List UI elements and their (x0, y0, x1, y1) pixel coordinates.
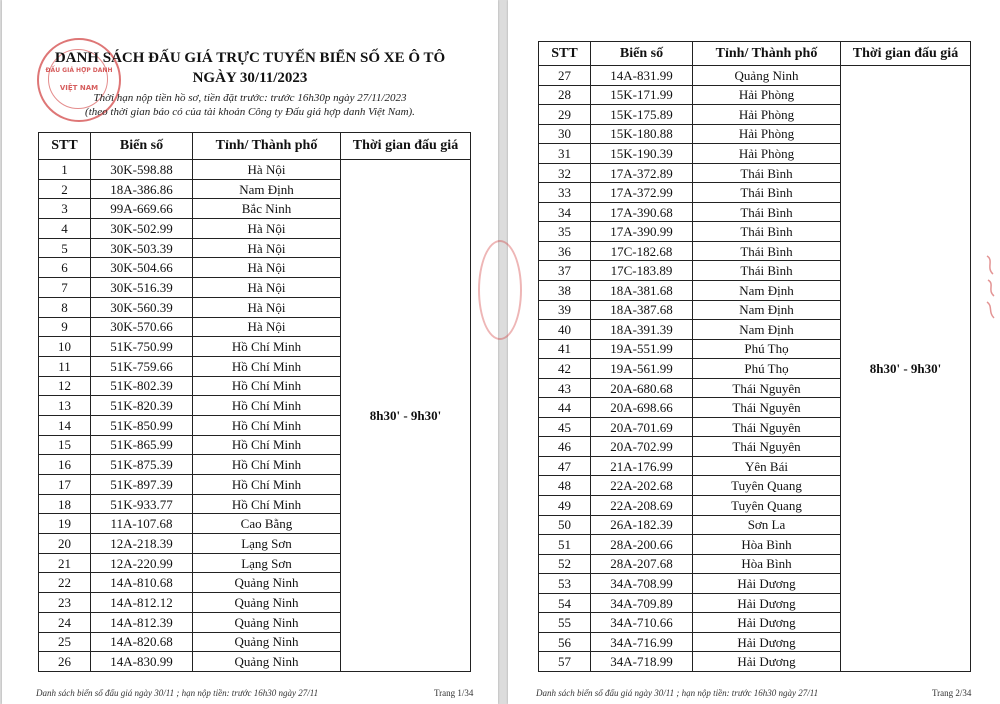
row-plate-number: 30K-504.66 (91, 258, 193, 278)
header-stt: STT (39, 133, 91, 160)
row-stt: 19 (39, 514, 91, 534)
row-plate-number: 30K-598.88 (91, 160, 193, 180)
row-plate-number: 51K-759.66 (91, 356, 193, 376)
row-plate-number: 34A-710.66 (591, 613, 693, 633)
row-plate-number: 51K-897.39 (91, 475, 193, 495)
header-stt: STT (539, 42, 591, 66)
document-page-2 (508, 0, 1000, 704)
row-stt: 13 (39, 396, 91, 416)
row-stt: 2 (39, 179, 91, 199)
row-stt: 14 (39, 415, 91, 435)
row-province: Thái Bình (693, 241, 841, 261)
row-stt: 23 (39, 593, 91, 613)
row-province: Hà Nội (193, 238, 341, 258)
row-province: Hà Nội (193, 297, 341, 317)
row-province: Hải Phòng (693, 85, 841, 105)
row-plate-number: 34A-708.99 (591, 574, 693, 594)
row-plate-number: 51K-865.99 (91, 435, 193, 455)
row-province: Thái Bình (693, 183, 841, 203)
row-stt: 29 (539, 105, 591, 125)
plate-list-table-page-2 (538, 41, 971, 672)
row-province: Quảng Ninh (193, 632, 341, 652)
row-stt: 45 (539, 417, 591, 437)
row-province: Thái Bình (693, 261, 841, 281)
row-plate-number: 18A-391.39 (591, 320, 693, 340)
row-stt: 41 (539, 339, 591, 359)
row-stt: 47 (539, 456, 591, 476)
header-auction-time: Thời gian đấu giá (341, 133, 471, 160)
header-province: Tỉnh/ Thành phố (693, 42, 841, 66)
row-stt: 21 (39, 553, 91, 573)
row-province: Quảng Ninh (193, 612, 341, 632)
row-province: Hà Nội (193, 160, 341, 180)
plate-list-table-page-1 (38, 132, 471, 672)
row-stt: 22 (39, 573, 91, 593)
row-stt: 8 (39, 297, 91, 317)
row-stt: 25 (39, 632, 91, 652)
row-province: Nam Định (193, 179, 341, 199)
row-stt: 28 (539, 85, 591, 105)
row-plate-number: 51K-875.39 (91, 455, 193, 475)
row-stt: 56 (539, 632, 591, 652)
table-row (539, 66, 971, 86)
page-number: Trang 1/34 (434, 688, 474, 698)
row-province: Hà Nội (193, 258, 341, 278)
row-province: Thái Nguyên (693, 417, 841, 437)
row-province: Hải Phòng (693, 105, 841, 125)
row-province: Thái Nguyên (693, 398, 841, 418)
document-title: DANH SÁCH ĐẤU GIÁ TRỰC TUYẾN BIỂN SỐ XE Ô TÔ (54, 50, 446, 66)
row-plate-number: 21A-176.99 (591, 456, 693, 476)
deposit-deadline-note: Thời hạn nộp tiền hồ sơ, tiền đặt trước: trước 16h30p ngày 27/11/2023 (93, 92, 407, 104)
row-stt: 15 (39, 435, 91, 455)
row-plate-number: 20A-701.69 (591, 417, 693, 437)
row-plate-number: 51K-933.77 (91, 494, 193, 514)
row-plate-number: 51K-850.99 (91, 415, 193, 435)
row-plate-number: 34A-718.99 (591, 652, 693, 672)
row-plate-number: 14A-812.39 (91, 612, 193, 632)
row-province: Phú Thọ (693, 359, 841, 379)
row-plate-number: 18A-387.68 (591, 300, 693, 320)
row-plate-number: 15K-175.89 (591, 105, 693, 125)
seal-text-top: ĐẤU GIÁ HỢP DANH (45, 67, 113, 74)
row-plate-number: 30K-502.99 (91, 219, 193, 239)
row-province: Hồ Chí Minh (193, 435, 341, 455)
deposit-deadline-note-detail: (theo thời gian báo có của tài khoản Công ty Đấu giá hợp danh Việt Nam). (85, 106, 415, 118)
document-date: NGÀY 30/11/2023 (192, 70, 308, 86)
row-stt: 36 (539, 241, 591, 261)
row-stt: 10 (39, 337, 91, 357)
row-plate-number: 14A-831.99 (591, 66, 693, 86)
auction-time-slot: 8h30' - 9h30' (841, 66, 971, 672)
row-plate-number: 17A-372.89 (591, 163, 693, 183)
row-province: Tuyên Quang (693, 476, 841, 496)
row-stt: 51 (539, 535, 591, 555)
row-plate-number: 17C-182.68 (591, 241, 693, 261)
row-plate-number: 22A-202.68 (591, 476, 693, 496)
row-plate-number: 26A-182.39 (591, 515, 693, 535)
row-province: Nam Định (693, 320, 841, 340)
row-province: Quảng Ninh (693, 66, 841, 86)
row-plate-number: 14A-812.12 (91, 593, 193, 613)
row-province: Thái Nguyên (693, 378, 841, 398)
row-plate-number: 15K-171.99 (591, 85, 693, 105)
row-province: Nam Định (693, 281, 841, 301)
row-province: Quảng Ninh (193, 573, 341, 593)
row-plate-number: 14A-820.68 (91, 632, 193, 652)
row-plate-number: 28A-200.66 (591, 535, 693, 555)
row-plate-number: 11A-107.68 (91, 514, 193, 534)
row-stt: 48 (539, 476, 591, 496)
row-province: Bắc Ninh (193, 199, 341, 219)
row-province: Quảng Ninh (193, 652, 341, 672)
row-stt: 49 (539, 496, 591, 516)
row-stt: 53 (539, 574, 591, 594)
row-stt: 55 (539, 613, 591, 633)
row-stt: 9 (39, 317, 91, 337)
auction-time-slot: 8h30' - 9h30' (341, 160, 471, 672)
row-province: Hồ Chí Minh (193, 455, 341, 475)
page-footer-note: Danh sách biển số đấu giá ngày 30/11 ; hạn nộp tiền: trước 16h30 ngày 27/11 (536, 688, 819, 698)
row-stt: 31 (539, 144, 591, 164)
row-stt: 12 (39, 376, 91, 396)
row-stt: 17 (39, 475, 91, 495)
row-plate-number: 34A-716.99 (591, 632, 693, 652)
row-plate-number: 99A-669.66 (91, 199, 193, 219)
row-stt: 42 (539, 359, 591, 379)
row-plate-number: 12A-220.99 (91, 553, 193, 573)
row-stt: 40 (539, 320, 591, 340)
row-province: Hồ Chí Minh (193, 356, 341, 376)
row-province: Hồ Chí Minh (193, 415, 341, 435)
table-body (539, 66, 971, 672)
row-stt: 7 (39, 278, 91, 298)
row-province: Hải Dương (693, 593, 841, 613)
row-plate-number: 34A-709.89 (591, 593, 693, 613)
row-plate-number: 20A-702.99 (591, 437, 693, 457)
row-plate-number: 19A-551.99 (591, 339, 693, 359)
row-province: Thái Nguyên (693, 437, 841, 457)
row-province: Hồ Chí Minh (193, 494, 341, 514)
row-province: Lạng Sơn (193, 534, 341, 554)
row-plate-number: 18A-381.68 (591, 281, 693, 301)
row-stt: 11 (39, 356, 91, 376)
row-province: Hòa Bình (693, 535, 841, 555)
row-stt: 54 (539, 593, 591, 613)
row-plate-number: 15K-180.88 (591, 124, 693, 144)
row-province: Nam Định (693, 300, 841, 320)
row-plate-number: 28A-207.68 (591, 554, 693, 574)
row-plate-number: 14A-810.68 (91, 573, 193, 593)
row-province: Cao Bằng (193, 514, 341, 534)
row-stt: 3 (39, 199, 91, 219)
row-province: Tuyên Quang (693, 496, 841, 516)
row-province: Hà Nội (193, 278, 341, 298)
row-stt: 30 (539, 124, 591, 144)
header-province: Tỉnh/ Thành phố (193, 133, 341, 160)
row-plate-number: 51K-750.99 (91, 337, 193, 357)
row-stt: 34 (539, 202, 591, 222)
row-plate-number: 14A-830.99 (91, 652, 193, 672)
row-province: Hải Dương (693, 613, 841, 633)
row-plate-number: 19A-561.99 (591, 359, 693, 379)
row-stt: 37 (539, 261, 591, 281)
row-province: Phú Thọ (693, 339, 841, 359)
row-stt: 27 (539, 66, 591, 86)
row-province: Hải Phòng (693, 124, 841, 144)
page-footer-note: Danh sách biển số đấu giá ngày 30/11 ; hạn nộp tiền: trước 16h30 ngày 27/11 (36, 688, 319, 698)
partial-seal-stamp (478, 240, 522, 340)
document-page-1 (2, 0, 498, 704)
row-stt: 20 (39, 534, 91, 554)
page-number: Trang 2/34 (932, 688, 972, 698)
row-stt: 57 (539, 652, 591, 672)
row-plate-number: 20A-698.66 (591, 398, 693, 418)
row-province: Hải Dương (693, 632, 841, 652)
row-province: Hà Nội (193, 317, 341, 337)
row-stt: 50 (539, 515, 591, 535)
row-province: Hà Nội (193, 219, 341, 239)
row-province: Hòa Bình (693, 554, 841, 574)
handwritten-mark-icon (984, 250, 998, 330)
row-plate-number: 18A-386.86 (91, 179, 193, 199)
row-stt: 33 (539, 183, 591, 203)
row-province: Hồ Chí Minh (193, 475, 341, 495)
row-plate-number: 15K-190.39 (591, 144, 693, 164)
row-stt: 4 (39, 219, 91, 239)
row-province: Quảng Ninh (193, 593, 341, 613)
row-stt: 6 (39, 258, 91, 278)
table-row (39, 160, 471, 180)
row-stt: 16 (39, 455, 91, 475)
row-province: Lạng Sơn (193, 553, 341, 573)
row-plate-number: 20A-680.68 (591, 378, 693, 398)
row-province: Hồ Chí Minh (193, 376, 341, 396)
row-province: Thái Bình (693, 222, 841, 242)
row-stt: 44 (539, 398, 591, 418)
row-stt: 46 (539, 437, 591, 457)
row-plate-number: 17A-372.99 (591, 183, 693, 203)
row-province: Yên Bái (693, 456, 841, 476)
header-plate-number: Biển số (91, 133, 193, 160)
header-plate-number: Biển số (591, 42, 693, 66)
row-stt: 38 (539, 281, 591, 301)
row-province: Hải Dương (693, 652, 841, 672)
row-plate-number: 17A-390.99 (591, 222, 693, 242)
row-plate-number: 30K-560.39 (91, 297, 193, 317)
row-stt: 39 (539, 300, 591, 320)
row-plate-number: 30K-570.66 (91, 317, 193, 337)
row-plate-number: 12A-218.39 (91, 534, 193, 554)
row-plate-number: 17A-390.68 (591, 202, 693, 222)
row-stt: 1 (39, 160, 91, 180)
row-plate-number: 22A-208.69 (591, 496, 693, 516)
row-stt: 32 (539, 163, 591, 183)
row-stt: 5 (39, 238, 91, 258)
row-province: Hồ Chí Minh (193, 396, 341, 416)
table-body (39, 160, 471, 672)
row-stt: 18 (39, 494, 91, 514)
row-plate-number: 51K-802.39 (91, 376, 193, 396)
seal-text-bottom: VIỆT NAM (59, 84, 99, 92)
row-stt: 35 (539, 222, 591, 242)
table-header-row (539, 42, 971, 66)
row-province: Thái Bình (693, 163, 841, 183)
row-stt: 26 (39, 652, 91, 672)
row-province: Thái Bình (693, 202, 841, 222)
row-province: Hồ Chí Minh (193, 337, 341, 357)
row-stt: 52 (539, 554, 591, 574)
row-plate-number: 30K-503.39 (91, 238, 193, 258)
row-plate-number: 30K-516.39 (91, 278, 193, 298)
row-plate-number: 51K-820.39 (91, 396, 193, 416)
header-auction-time: Thời gian đấu giá (841, 42, 971, 66)
row-stt: 24 (39, 612, 91, 632)
row-province: Hải Dương (693, 574, 841, 594)
row-province: Sơn La (693, 515, 841, 535)
table-header-row (39, 133, 471, 160)
row-province: Hải Phòng (693, 144, 841, 164)
row-stt: 43 (539, 378, 591, 398)
row-plate-number: 17C-183.89 (591, 261, 693, 281)
